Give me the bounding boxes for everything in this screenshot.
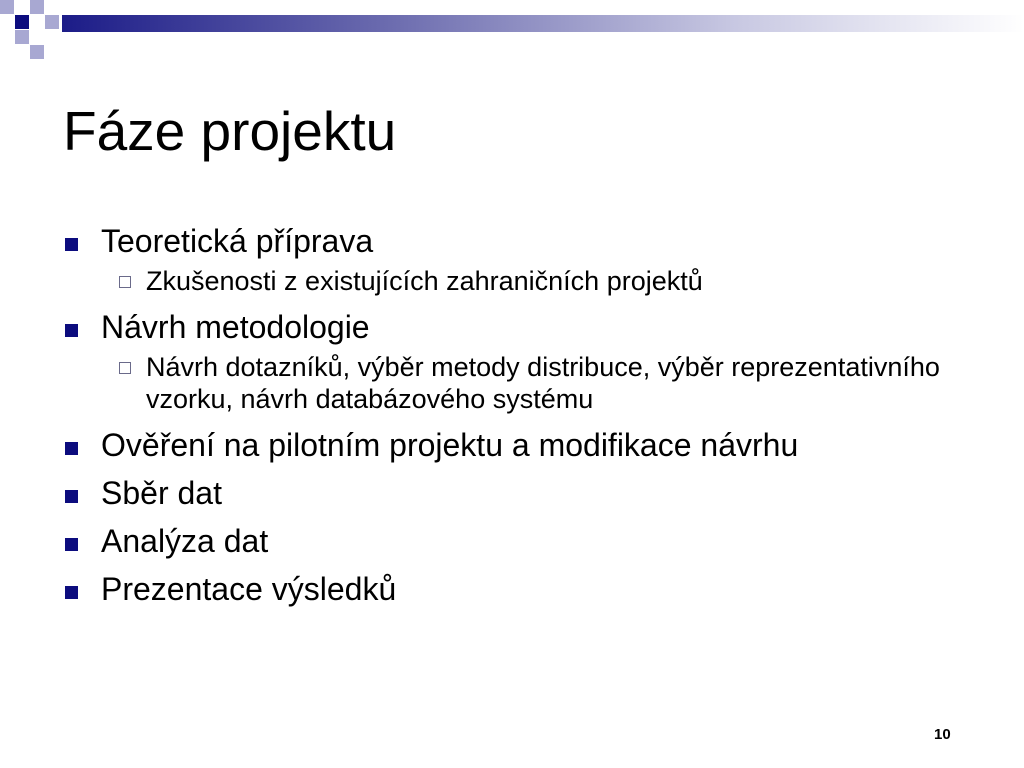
header-square: [30, 30, 44, 44]
header-square: [0, 0, 14, 14]
hollow-square-bullet-icon: [119, 276, 131, 288]
sub-bullet-list: [101, 351, 943, 415]
header-square: [30, 15, 44, 29]
sub-bullet-text: Návrh dotazníků, výběr metody distribuce, výběr reprezentativního vzorku, návrh databázového systému: [146, 352, 940, 414]
bullet-text: Analýza dat: [101, 523, 269, 559]
header-square: [45, 15, 59, 29]
bullet-text: Ověření na pilotním projektu a modifikace návrhu: [101, 427, 799, 463]
square-bullet-icon: [65, 490, 78, 503]
square-bullet-icon: [65, 324, 78, 337]
header-gradient-band: [62, 15, 1024, 32]
bullet-text: Teoretická příprava: [101, 223, 374, 259]
square-bullet-icon: [65, 538, 78, 551]
bullet-text: Prezentace výsledků: [101, 571, 397, 607]
square-bullet-icon: [65, 442, 78, 455]
bullet-item: [63, 475, 943, 511]
slide-title: Fáze projektu: [63, 100, 397, 162]
sub-bullet-text: Zkušenosti z existujících zahraničních projektů: [146, 266, 703, 296]
header-square: [15, 30, 29, 44]
hollow-square-bullet-icon: [119, 362, 131, 374]
bullet-item: [63, 571, 943, 607]
slide-number: 10: [934, 726, 951, 743]
header-square: [30, 0, 44, 14]
bullet-item: [63, 309, 943, 415]
header-square: [30, 45, 44, 59]
sub-bullet-item: [101, 351, 943, 415]
header-square: [15, 15, 29, 29]
header-square: [45, 0, 59, 14]
bullet-text: Návrh metodologie: [101, 309, 370, 345]
bullet-list: [63, 223, 943, 619]
bullet-item: [63, 223, 943, 297]
header-decoration: [0, 0, 1024, 62]
square-bullet-icon: [65, 238, 78, 251]
bullet-item: [63, 523, 943, 559]
header-square: [0, 30, 14, 44]
bullet-text: Sběr dat: [101, 475, 222, 511]
square-bullet-icon: [65, 586, 78, 599]
sub-bullet-item: [101, 265, 943, 297]
header-square: [15, 0, 29, 14]
bullet-item: [63, 427, 943, 463]
sub-bullet-list: [101, 265, 943, 297]
